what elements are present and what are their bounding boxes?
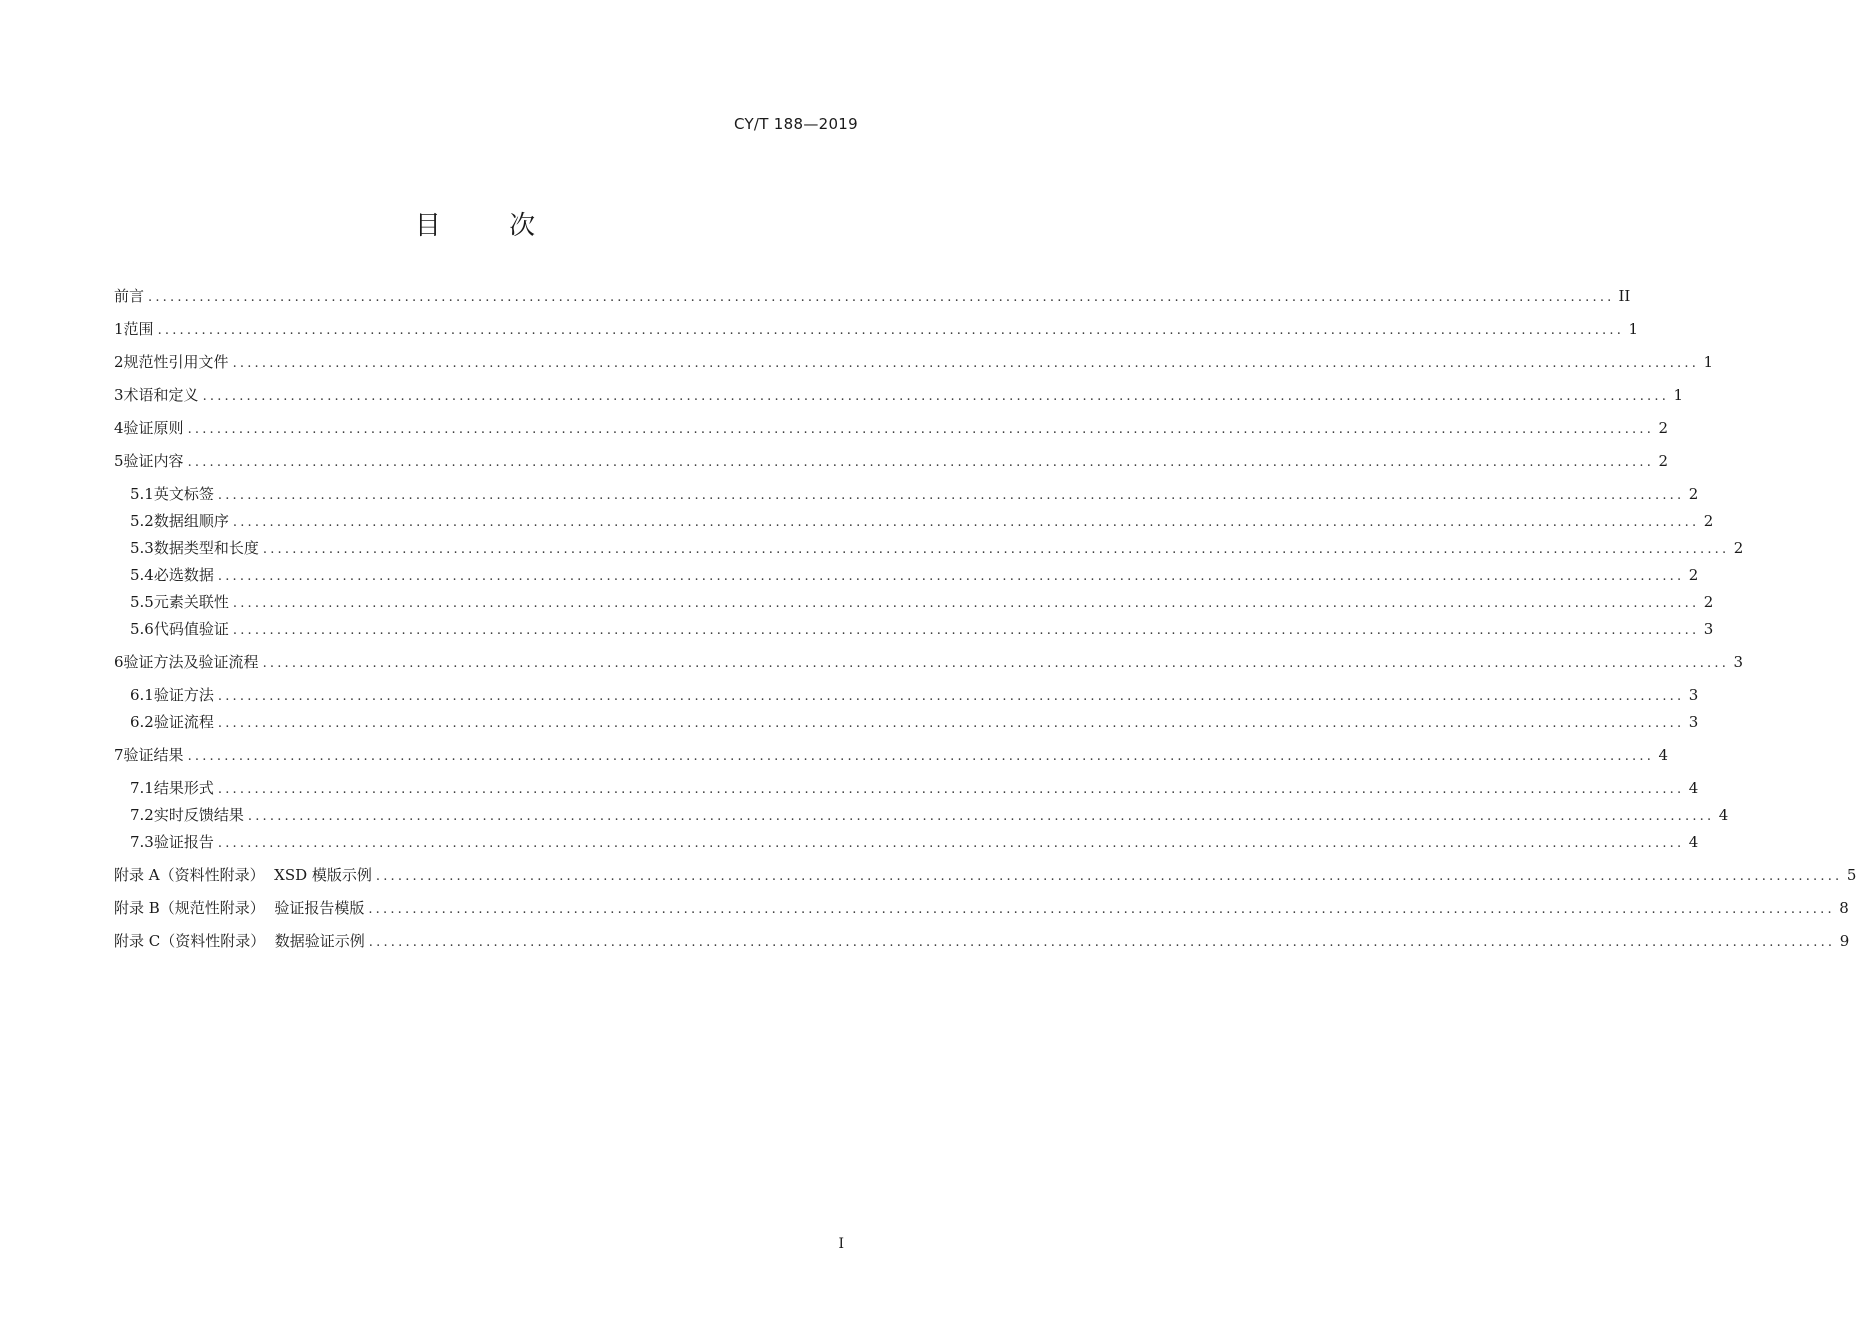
toc-entry-number: 6	[114, 653, 124, 671]
toc-entry[interactable]	[114, 778, 1699, 800]
toc-entry-page: 2	[1658, 419, 1669, 437]
toc-entry-number: 3	[114, 386, 124, 404]
toc-entry-label: 验证原则	[123, 419, 184, 437]
toc-entry-page: 2	[1688, 566, 1699, 584]
toc-entry-page: 5	[1846, 866, 1856, 884]
toc-entry-page: 3	[1688, 713, 1699, 731]
toc-entry-page: 2	[1658, 452, 1669, 470]
toc-entry-number: 7.2	[130, 806, 154, 824]
toc-entry-page: 1	[1673, 386, 1684, 404]
toc-dot-leader: ........................................................................................................................................................................................................	[157, 323, 1625, 338]
toc-entry[interactable]	[114, 352, 1714, 374]
toc-entry[interactable]	[114, 712, 1699, 734]
document-code: CY/T 188—2019	[733, 115, 858, 133]
toc-entry-label: 验证流程	[153, 713, 214, 731]
toc-entry-number: 7.3	[130, 833, 154, 851]
toc-dot-leader: ........................................................................................................................................................................................................	[217, 716, 1685, 731]
toc-entry[interactable]	[114, 385, 1684, 407]
toc-entry-label: 元素关联性	[153, 593, 229, 611]
toc-entry-page: II	[1618, 287, 1631, 305]
toc-entry-page: 3	[1688, 686, 1699, 704]
toc-entry[interactable]	[114, 451, 1669, 473]
toc-entry-label: 数据组顺序	[153, 512, 229, 530]
toc-entry-page: 4	[1658, 746, 1669, 764]
toc-entry-page: 3	[1703, 620, 1714, 638]
table-of-contents	[114, 286, 1856, 953]
toc-entry-number: 5.3	[130, 539, 154, 557]
toc-entry-label: 验证方法	[153, 686, 214, 704]
toc-entry[interactable]	[114, 931, 1850, 953]
toc-entry[interactable]	[114, 286, 1631, 308]
page-title: 目 次	[414, 211, 566, 241]
toc-entry-page: 2	[1703, 593, 1714, 611]
toc-entry-label: 验证结果	[123, 746, 184, 764]
toc-entry-label: 附录 C（资料性附录） 数据验证示例	[114, 932, 365, 950]
toc-dot-leader: ........................................................................................................................................................................................................	[368, 902, 1835, 917]
toc-dot-leader: ........................................................................................................................................................................................................	[202, 389, 1670, 404]
toc-dot-leader: ........................................................................................................................................................................................................	[187, 455, 1655, 470]
toc-entry-page: 1	[1703, 353, 1714, 371]
toc-entry[interactable]	[114, 805, 1729, 827]
toc-entry-number: 5.2	[130, 512, 154, 530]
toc-entry[interactable]	[114, 319, 1639, 341]
toc-entry-number: 2	[114, 353, 124, 371]
toc-entry-page: 2	[1688, 485, 1699, 503]
toc-dot-leader: ........................................................................................................................................................................................................	[262, 542, 1730, 557]
toc-entry-label: 数据类型和长度	[153, 539, 259, 557]
toc-dot-leader: ........................................................................................................................................................................................................	[232, 596, 1700, 611]
toc-entry-page: 9	[1839, 932, 1850, 950]
toc-entry[interactable]	[114, 745, 1669, 767]
toc-entry-label: 前言	[114, 287, 145, 305]
toc-entry-label: 实时反馈结果	[153, 806, 244, 824]
toc-dot-leader: ........................................................................................................................................................................................................	[217, 782, 1685, 797]
toc-dot-leader: ........................................................................................................................................................................................................	[187, 422, 1655, 437]
toc-dot-leader: ........................................................................................................................................................................................................	[217, 836, 1685, 851]
toc-entry[interactable]	[114, 418, 1669, 440]
toc-entry[interactable]	[114, 619, 1714, 641]
toc-entry-label: 验证内容	[123, 452, 184, 470]
toc-dot-leader: ........................................................................................................................................................................................................	[375, 869, 1843, 884]
toc-entry[interactable]	[114, 538, 1744, 560]
toc-dot-leader: ........................................................................................................................................................................................................	[217, 488, 1685, 503]
toc-entry[interactable]	[114, 652, 1744, 674]
toc-entry[interactable]	[114, 484, 1699, 506]
toc-entry[interactable]	[114, 832, 1699, 854]
toc-entry-page: 2	[1733, 539, 1744, 557]
toc-entry-label: 范围	[123, 320, 154, 338]
toc-entry-label: 术语和定义	[123, 386, 199, 404]
toc-dot-leader: ........................................................................................................................................................................................................	[217, 569, 1685, 584]
toc-entry[interactable]	[114, 898, 1849, 920]
toc-entry-number: 7	[114, 746, 124, 764]
toc-entry-number: 6.2	[130, 713, 154, 731]
toc-entry-page: 4	[1688, 833, 1699, 851]
toc-entry-number: 4	[114, 419, 124, 437]
toc-entry-page: 3	[1733, 653, 1744, 671]
toc-dot-leader: ........................................................................................................................................................................................................	[247, 809, 1715, 824]
toc-entry-label: 规范性引用文件	[123, 353, 229, 371]
toc-entry-page: 2	[1703, 512, 1714, 530]
toc-entry-number: 5.5	[130, 593, 154, 611]
toc-entry-number: 5.6	[130, 620, 154, 638]
toc-entry-number: 7.1	[130, 779, 154, 797]
toc-entry-number: 5	[114, 452, 124, 470]
toc-entry[interactable]	[114, 865, 1856, 887]
toc-dot-leader: ........................................................................................................................................................................................................	[217, 689, 1685, 704]
page-number: I	[838, 1236, 844, 1252]
toc-entry-page: 4	[1688, 779, 1699, 797]
toc-entry[interactable]	[114, 592, 1714, 614]
toc-entry-label: 验证报告	[153, 833, 214, 851]
toc-entry-label: 必选数据	[153, 566, 214, 584]
toc-entry-number: 6.1	[130, 686, 154, 704]
toc-entry-label: 附录 B（规范性附录） 验证报告模版	[114, 899, 365, 917]
toc-dot-leader: ........................................................................................................................................................................................................	[187, 749, 1655, 764]
toc-entry[interactable]	[114, 565, 1699, 587]
toc-dot-leader: ........................................................................................................................................................................................................	[368, 935, 1836, 950]
toc-entry-label: 验证方法及验证流程	[123, 653, 259, 671]
toc-entry-label: 结果形式	[153, 779, 214, 797]
toc-entry[interactable]	[114, 511, 1714, 533]
toc-entry-page: 8	[1839, 899, 1849, 917]
toc-entry-number: 5.1	[130, 485, 154, 503]
toc-entry-label: 英文标签	[153, 485, 214, 503]
toc-entry-number: 5.4	[130, 566, 154, 584]
toc-entry-label: 代码值验证	[153, 620, 229, 638]
toc-dot-leader: ........................................................................................................................................................................................................	[148, 290, 1615, 305]
toc-entry-number: 1	[114, 320, 124, 338]
toc-entry-page: 1	[1628, 320, 1639, 338]
toc-entry-label: 附录 A（资料性附录） XSD 模版示例	[114, 866, 372, 884]
toc-dot-leader: ........................................................................................................................................................................................................	[232, 356, 1700, 371]
toc-dot-leader: ........................................................................................................................................................................................................	[262, 656, 1730, 671]
toc-dot-leader: ........................................................................................................................................................................................................	[232, 623, 1700, 638]
toc-dot-leader: ........................................................................................................................................................................................................	[232, 515, 1700, 530]
toc-entry[interactable]	[114, 685, 1699, 707]
toc-entry-page: 4	[1718, 806, 1729, 824]
